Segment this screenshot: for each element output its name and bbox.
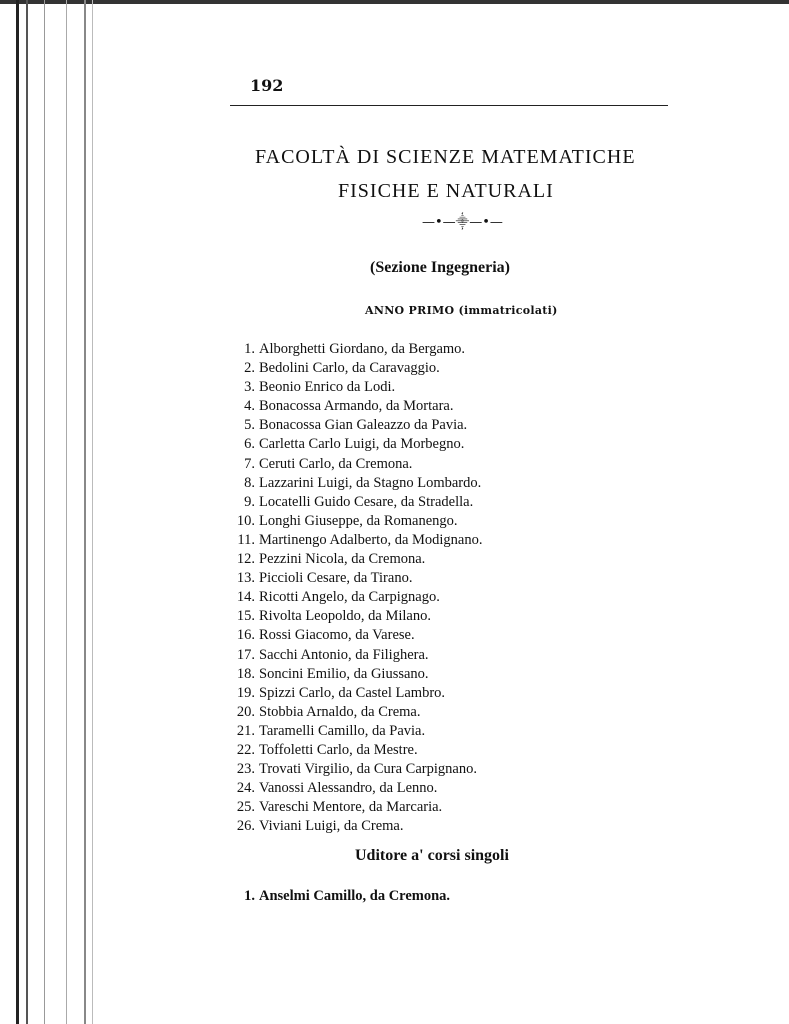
list-item [222, 607, 483, 626]
faculty-title-line2: FISICHE E NATURALI [338, 180, 554, 202]
item-name: Bedolini Carlo, da Caravaggio. [259, 360, 440, 377]
section-heading: (Sezione Ingegneria) [370, 259, 510, 276]
item-number: 14. [236, 589, 255, 606]
ornament: —•—⸎—•— [422, 215, 503, 230]
list-item [222, 646, 483, 665]
auditor-heading: Uditore a' corsi singoli [355, 847, 509, 864]
item-number: 16. [236, 627, 255, 644]
list-item [222, 798, 483, 817]
item-name: Rossi Giacomo, da Varese. [259, 627, 415, 644]
list-item [222, 588, 483, 607]
item-name: Bonacossa Gian Galeazzo da Pavia. [259, 417, 468, 434]
list-item [222, 435, 483, 454]
list-item [222, 741, 483, 760]
item-name: Bonacossa Armando, da Mortara. [259, 398, 454, 415]
list-item [222, 779, 483, 798]
item-number: 7. [244, 455, 255, 472]
student-list [222, 340, 483, 836]
item-number: 15. [236, 608, 255, 625]
item-name: Ricotti Angelo, da Carpignago. [259, 589, 440, 606]
subsection-heading: ANNO PRIMO (immatricolati) [365, 304, 558, 317]
item-number: 17. [236, 646, 255, 663]
item-number: 4. [244, 398, 255, 415]
item-name: Piccioli Cesare, da Tirano. [259, 570, 413, 587]
item-number: 23. [236, 761, 255, 778]
list-item [222, 760, 483, 779]
book-binding-edge [0, 0, 100, 1024]
item-number: 2. [244, 360, 255, 377]
item-number: 1. [244, 888, 255, 904]
item-name: Sacchi Antonio, da Filighera. [259, 646, 429, 663]
list-item [222, 887, 450, 906]
list-item [222, 684, 483, 703]
list-item [222, 493, 483, 512]
item-name: Carletta Carlo Luigi, da Morbegno. [259, 436, 465, 453]
item-name: Soncini Emilio, da Giussano. [259, 665, 429, 682]
list-item [222, 550, 483, 569]
item-number: 5. [244, 417, 255, 434]
item-name: Rivolta Leopoldo, da Milano. [259, 608, 431, 625]
item-number: 9. [244, 493, 255, 510]
list-item [222, 397, 483, 416]
header-rule [230, 105, 668, 106]
item-number: 21. [236, 722, 255, 739]
list-item [222, 340, 483, 359]
item-number: 24. [236, 780, 255, 797]
item-name: Locatelli Guido Cesare, da Stradella. [259, 493, 474, 510]
item-name: Taramelli Camillo, da Pavia. [259, 722, 426, 739]
item-name: Spizzi Carlo, da Castel Lambro. [259, 684, 446, 701]
item-name: Beonio Enrico da Lodi. [259, 379, 396, 396]
list-item [222, 703, 483, 722]
item-number: 8. [244, 474, 255, 491]
item-number: 6. [244, 436, 255, 453]
item-number: 1. [244, 341, 255, 357]
item-name: Longhi Giuseppe, da Romanengo. [259, 512, 458, 529]
item-name: Anselmi Camillo, da Cremona. [259, 888, 451, 904]
list-item [222, 474, 483, 493]
list-item [222, 531, 483, 550]
item-name: Lazzarini Luigi, da Stagno Lombardo. [259, 474, 482, 491]
item-number: 18. [236, 665, 255, 682]
list-item [222, 455, 483, 474]
item-name: Viviani Luigi, da Crema. [259, 818, 404, 835]
item-number: 12. [236, 551, 255, 568]
scan-top-edge [0, 0, 789, 4]
item-number: 20. [236, 703, 255, 720]
item-number: 10. [236, 512, 255, 529]
list-item [222, 665, 483, 684]
item-number: 26. [236, 818, 255, 835]
faculty-title-line1: FACOLTÀ DI SCIENZE MATEMATICHE [255, 146, 636, 168]
list-item [222, 512, 483, 531]
list-item [222, 722, 483, 741]
list-item [222, 817, 483, 836]
item-name: Pezzini Nicola, da Cremona. [259, 551, 426, 568]
item-number: 25. [236, 799, 255, 816]
list-item [222, 569, 483, 588]
list-item [222, 359, 483, 378]
item-number: 13. [236, 570, 255, 587]
item-name: Vanossi Alessandro, da Lenno. [259, 780, 438, 797]
item-name: Martinengo Adalberto, da Modignano. [259, 531, 483, 548]
auditor-list [222, 887, 450, 906]
page-number: 192 [250, 76, 284, 95]
item-number: 22. [236, 741, 255, 758]
item-name: Ceruti Carlo, da Cremona. [259, 455, 413, 472]
list-item [222, 378, 483, 397]
list-item [222, 416, 483, 435]
item-name: Alborghetti Giordano, da Bergamo. [259, 341, 466, 357]
item-name: Stobbia Arnaldo, da Crema. [259, 703, 421, 720]
item-number: 19. [236, 684, 255, 701]
item-name: Trovati Virgilio, da Cura Carpignano. [259, 761, 477, 778]
item-name: Toffoletti Carlo, da Mestre. [259, 741, 418, 758]
item-number: 3. [244, 379, 255, 396]
item-number: 11. [237, 531, 255, 548]
item-name: Vareschi Mentore, da Marcaria. [259, 799, 443, 816]
list-item [222, 626, 483, 645]
